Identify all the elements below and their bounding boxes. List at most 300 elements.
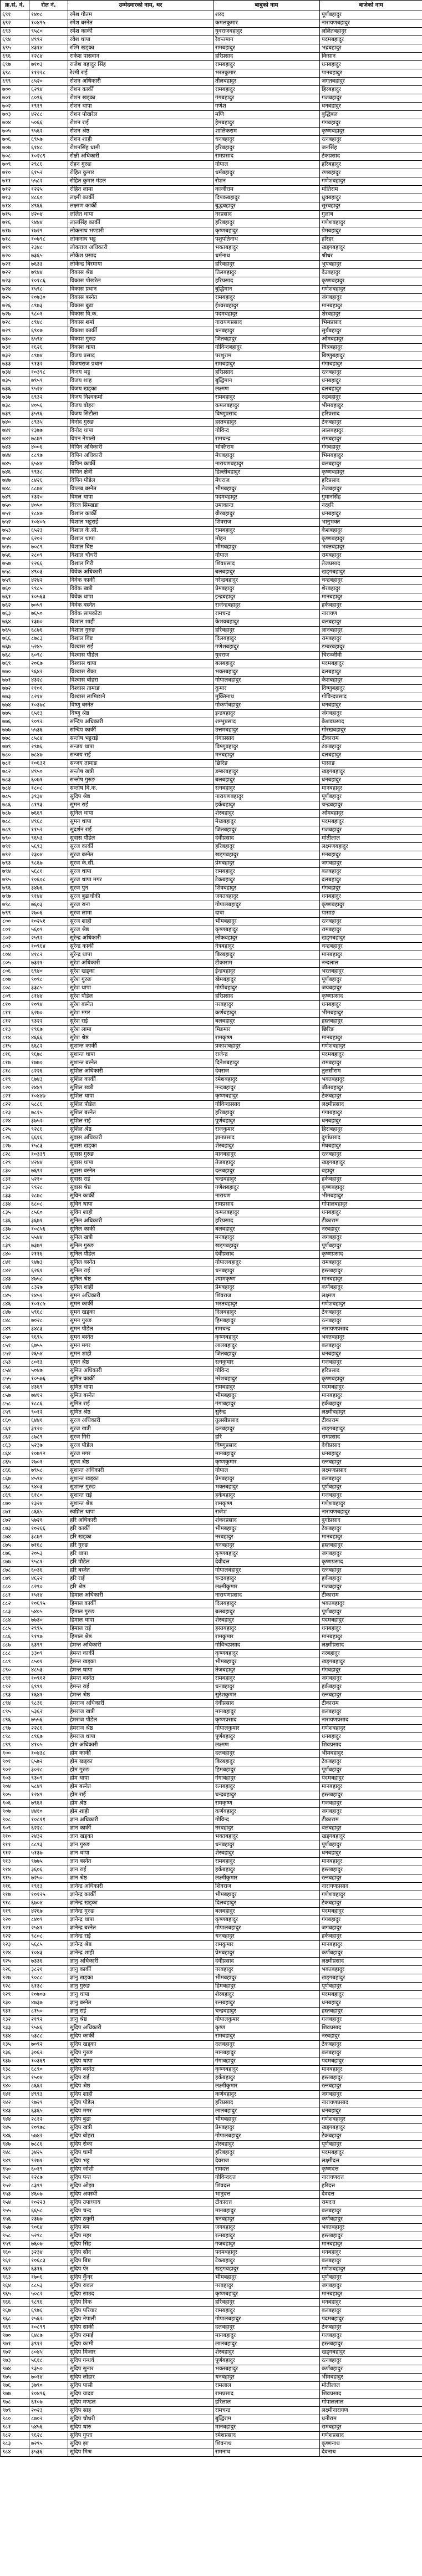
roll-number-cell: ९०६४ xyxy=(29,2224,68,2232)
candidate-name-cell: विशाल थापा xyxy=(68,535,213,543)
candidate-name-cell: सुदिप खड्का xyxy=(68,2041,213,2049)
father-name-cell: मानबहादुर xyxy=(213,1450,320,1459)
table-row xyxy=(1,2057,422,2066)
roll-number-cell: १०६९५ xyxy=(29,1600,68,1608)
grandfather-name-cell: टेकबहादुर xyxy=(320,2041,422,2049)
roll-number-cell: २३०४ xyxy=(29,851,68,860)
roll-number-cell: १०७९२ xyxy=(29,1450,68,1459)
candidate-name-cell: विजयराज प्रधान xyxy=(68,360,213,369)
candidate-name-cell: हेमराज थापा xyxy=(68,1733,213,1741)
candidate-name-cell: रमेश गौतम xyxy=(68,11,213,19)
roll-number-cell: ९३०९ xyxy=(29,1775,68,1783)
table-row xyxy=(1,44,422,53)
table-row xyxy=(1,1242,422,1251)
serial-cell: ८७० xyxy=(1,1500,29,1508)
table-row xyxy=(1,2074,422,2082)
table-row xyxy=(1,2182,422,2191)
roll-number-cell: ६५७२ xyxy=(29,1758,68,1766)
candidate-name-cell: सुदिप रोका xyxy=(68,2141,213,2149)
roll-number-cell: ६५१३ xyxy=(29,710,68,718)
table-row xyxy=(1,934,422,943)
father-name-cell: रामबहादुर xyxy=(213,1858,320,1866)
roll-number-cell: १०४४७ xyxy=(29,1093,68,1101)
father-name-cell: टेकबहादुर xyxy=(213,876,320,885)
table-row xyxy=(1,11,422,19)
serial-cell: ७६५ xyxy=(1,627,29,635)
grandfather-name-cell: मोतिराम xyxy=(320,186,422,194)
father-name-cell: गोपालबहादुर xyxy=(213,1924,320,1933)
table-row xyxy=(1,1700,422,1708)
candidate-name-cell: सुरेश अधिकारी xyxy=(68,959,213,968)
father-name-cell: दिनेशबहादुर xyxy=(213,1059,320,1068)
serial-cell: ७४५ xyxy=(1,460,29,469)
candidate-name-cell: सुदिप ठकुरी xyxy=(68,2216,213,2224)
serial-cell: ७५६ xyxy=(1,552,29,560)
father-name-cell: रामबहादुर xyxy=(213,868,320,876)
grandfather-name-cell: गणेशबहादुर xyxy=(320,286,422,294)
roll-number-cell: ९०८८ xyxy=(29,1974,68,1983)
roll-number-cell: ६८७६ xyxy=(29,627,68,635)
father-name-cell: हरिप्रसाद xyxy=(213,369,320,377)
father-name-cell: डम्बरबहादुर xyxy=(213,768,320,776)
grandfather-name-cell: हस्तबहादुर xyxy=(320,1866,422,1874)
father-name-cell: दिलबहादुर xyxy=(213,1309,320,1317)
candidate-name-cell: ज्ञानेन्द्र कार्की xyxy=(68,1891,213,1899)
roll-number-cell: ६६८२ xyxy=(29,1043,68,1051)
roll-number-cell: ९३५० xyxy=(29,2365,68,2374)
grandfather-name-cell: मानबहादुर xyxy=(320,2066,422,2074)
father-name-cell: रामकुमार xyxy=(213,1633,320,1642)
grandfather-name-cell: लक्ष्मीनारायण xyxy=(320,2407,422,2415)
father-name-cell: देवीप्रसाद xyxy=(213,1251,320,1259)
father-name-cell: राजेन्द्र xyxy=(213,1051,320,1059)
candidate-name-cell: विवेक बस्नेत xyxy=(68,602,213,610)
serial-cell: ९३३ xyxy=(1,2024,29,2033)
candidate-name-cell: विकास श्रेष्ठ xyxy=(68,269,213,277)
serial-cell: ७४२ xyxy=(1,435,29,444)
grandfather-name-cell: गजबहादुर xyxy=(320,94,422,103)
roll-number-cell: ६९५७ xyxy=(29,136,68,144)
grandfather-name-cell: हरिबहादुर xyxy=(320,161,422,169)
father-name-cell: लक्ष्मीकुमार xyxy=(213,1583,320,1592)
grandfather-name-cell: हस्तबहादुर xyxy=(320,2074,422,2082)
grandfather-name-cell: धनबहादुर xyxy=(320,1209,422,1217)
table-row xyxy=(1,394,422,402)
grandfather-name-cell: रामप्रसाद xyxy=(320,1434,422,1442)
grandfather-name-cell: तुलसीराम xyxy=(320,1068,422,1076)
candidate-name-cell: विपिन क्षेत्री xyxy=(68,469,213,477)
candidate-name-cell: सुरेश थापा xyxy=(68,984,213,993)
grandfather-name-cell: मानबहादुर xyxy=(320,1783,422,1791)
table-row xyxy=(1,943,422,951)
candidate-name-cell: रोशन श्रेष्ठ xyxy=(68,128,213,136)
serial-cell: ७०४ xyxy=(1,119,29,128)
father-name-cell: नन्दबहादुर xyxy=(213,1084,320,1093)
roll-number-cell: ४६६६ xyxy=(29,1034,68,1043)
serial-cell: ८४० xyxy=(1,1251,29,1259)
roll-number-cell: ६१४८ xyxy=(29,144,68,153)
candidate-name-cell: विशाल चौधरी xyxy=(68,552,213,560)
father-name-cell: गोपालकुमार xyxy=(213,1725,320,1733)
candidate-name-cell: सुदिप रावल xyxy=(68,2282,213,2290)
grandfather-name-cell: शिवप्रसाद xyxy=(320,2390,422,2399)
roll-number-cell: १०२८९ xyxy=(29,153,68,161)
candidate-name-cell: विपिन अधिकारी xyxy=(68,444,213,452)
serial-cell: ९४८ xyxy=(1,2149,29,2157)
serial-cell: ९३० xyxy=(1,1999,29,2008)
father-name-cell: कृष्णबहादुर xyxy=(213,926,320,934)
grandfather-name-cell: धनबहादुर xyxy=(320,2299,422,2307)
roll-number-cell: ५३६२ xyxy=(29,1708,68,1716)
serial-cell: ८७७ xyxy=(1,1558,29,1567)
roll-number-cell: २४४९ xyxy=(29,1084,68,1093)
candidate-name-cell: विशाल विष्ट xyxy=(68,635,213,643)
candidate-name-cell: विवेक थापा xyxy=(68,593,213,602)
candidate-name-cell: विशाल शाही xyxy=(68,618,213,627)
table-row xyxy=(1,918,422,926)
father-name-cell: कृष्णप्रसाद xyxy=(213,1716,320,1725)
grandfather-name-cell: बलबहादुर xyxy=(320,2049,422,2057)
roll-number-cell: ३९१२ xyxy=(29,2340,68,2349)
grandfather-name-cell: जगबहादुर xyxy=(320,2282,422,2290)
table-row xyxy=(1,1467,422,1475)
grandfather-name-cell: पासाङ xyxy=(320,760,422,768)
serial-cell: ८८७ xyxy=(1,1642,29,1650)
father-name-cell: रामबहादुर xyxy=(213,294,320,302)
roll-number-cell: ५६१८ xyxy=(29,2357,68,2365)
candidate-name-cell: सुमित थापा xyxy=(68,1384,213,1392)
roll-number-cell: ११०१ xyxy=(29,685,68,693)
serial-cell: ८७५ xyxy=(1,1542,29,1550)
serial-cell: ७८२ xyxy=(1,768,29,776)
candidate-name-cell: विवेक कार्की xyxy=(68,577,213,585)
father-name-cell: बलबहादुर xyxy=(213,1018,320,1026)
roll-number-cell: ४९९३ xyxy=(29,2091,68,2099)
father-name-cell: रेवन्तमान xyxy=(213,36,320,44)
table-row xyxy=(1,1825,422,1833)
grandfather-name-cell: श्रीधर xyxy=(320,252,422,261)
father-name-cell: मानबहादुर xyxy=(213,2049,320,2057)
table-row xyxy=(1,726,422,735)
candidate-name-cell: ज्ञानेन्द्र बस्नेत xyxy=(68,1924,213,1933)
table-row xyxy=(1,1941,422,1949)
grandfather-name-cell: ओमबहादुर xyxy=(320,336,422,344)
roll-number-cell: ८८९७ xyxy=(29,452,68,460)
serial-cell: ८४५ xyxy=(1,1292,29,1300)
grandfather-name-cell: मनबहादुर xyxy=(320,851,422,860)
table-row xyxy=(1,652,422,660)
grandfather-name-cell: हस्तबहादुर xyxy=(320,1267,422,1276)
serial-cell: ८३४ xyxy=(1,1201,29,1209)
roll-number-cell: ८९७३ xyxy=(29,302,68,311)
grandfather-name-cell: पदमबहादुर xyxy=(320,1051,422,1059)
father-name-cell: पदमबहादुर xyxy=(213,494,320,502)
candidate-name-cell: सुदिप चौधरी xyxy=(68,2415,213,2423)
father-name-cell: रमेशबहादुर xyxy=(213,1076,320,1084)
grandfather-name-cell: गोविन्दप्रसाद xyxy=(320,693,422,702)
serial-cell: ९११ xyxy=(1,1841,29,1850)
serial-cell: ९२२ xyxy=(1,1933,29,1941)
candidate-name-cell: सुवास अधिकारी xyxy=(68,1134,213,1142)
grandfather-name-cell: सुरबहादुर xyxy=(320,202,422,211)
candidate-name-cell: विशाल बिष्ट xyxy=(68,543,213,552)
serial-cell: ७५४ xyxy=(1,535,29,543)
serial-cell: ८२९ xyxy=(1,1159,29,1167)
grandfather-name-cell: डम्बरबहादुर xyxy=(320,643,422,652)
table-row xyxy=(1,1259,422,1267)
roll-number-cell: ४७३७ xyxy=(29,1999,68,2008)
grandfather-name-cell: गंगबहादुर xyxy=(320,1916,422,1924)
table-row xyxy=(1,1134,422,1142)
father-name-cell: हरिबहादुर xyxy=(213,219,320,227)
grandfather-name-cell: चन्द्रबहादुर xyxy=(320,801,422,810)
grandfather-name-cell: पूर्णबहादुर xyxy=(320,1766,422,1775)
grandfather-name-cell: लालबहादुर xyxy=(320,427,422,435)
serial-cell: ९७३ xyxy=(1,2357,29,2365)
grandfather-name-cell: लक्ष्मणप्रसाद xyxy=(320,1467,422,1475)
roll-number-cell: ८५०१ xyxy=(29,1658,68,1666)
candidate-name-cell: हेमराज अधिकारी xyxy=(68,1700,213,1708)
table-row xyxy=(1,835,422,843)
table-row xyxy=(1,460,422,469)
grandfather-name-cell: हरिप्रसाद xyxy=(320,1367,422,1375)
roll-number-cell: १२८४ xyxy=(29,53,68,61)
serial-cell: ७२९ xyxy=(1,327,29,336)
table-row xyxy=(1,2332,422,2340)
candidate-name-cell: होम शाही xyxy=(68,1808,213,1816)
father-name-cell: हर्कबहादुर xyxy=(213,1866,320,1874)
table-row xyxy=(1,1958,422,1966)
serial-cell: ९८२ xyxy=(1,2432,29,2440)
serial-cell: ७९८ xyxy=(1,901,29,910)
candidate-name-cell: ज्ञानेन्द्र अधिकारी xyxy=(68,1883,213,1891)
serial-cell: ७०८ xyxy=(1,153,29,161)
table-row xyxy=(1,1425,422,1434)
table-row xyxy=(1,1059,422,1068)
grandfather-name-cell: नारायणप्रसाद xyxy=(320,1325,422,1334)
father-name-cell: गोपालबहादुर xyxy=(213,901,320,910)
roll-number-cell: ५०४७ xyxy=(29,1367,68,1375)
table-row xyxy=(1,2157,422,2166)
table-row xyxy=(1,519,422,527)
roll-number-cell: १०३३९ xyxy=(29,1151,68,1159)
grandfather-name-cell: चन्द्रबहादुर xyxy=(320,943,422,951)
grandfather-name-cell: मानबहादुर xyxy=(320,1633,422,1642)
roll-number-cell: १०४३८ xyxy=(29,1750,68,1758)
roll-number-cell: १४०८ xyxy=(29,11,68,19)
serial-cell: ७१९ xyxy=(1,244,29,252)
table-row xyxy=(1,36,422,44)
table-row xyxy=(1,377,422,385)
father-name-cell: भीमबहादुर xyxy=(213,1891,320,1899)
candidate-name-cell: विजय भट्ट xyxy=(68,369,213,377)
table-row xyxy=(1,1625,422,1633)
serial-cell: ७४४ xyxy=(1,452,29,460)
grandfather-name-cell: ओमबहादुर xyxy=(320,810,422,818)
serial-cell: ७१२ xyxy=(1,186,29,194)
grandfather-name-cell: बलबहादुर xyxy=(320,618,422,627)
roll-number-cell: ६९९१ xyxy=(29,1683,68,1691)
candidate-name-cell: सुदिप लोहार xyxy=(68,2374,213,2382)
candidate-name-cell: विवेक अधिकारी xyxy=(68,568,213,577)
roll-number-cell: ४३२८ xyxy=(29,677,68,685)
table-row xyxy=(1,311,422,319)
table-row xyxy=(1,743,422,751)
roll-number-cell: ९४०३ xyxy=(29,1483,68,1492)
grandfather-name-cell: पूर्णबहादुर xyxy=(320,793,422,801)
serial-cell: ९२१ xyxy=(1,1924,29,1933)
roll-number-cell: ६६५८ xyxy=(29,2207,68,2216)
serial-cell: ८७९ xyxy=(1,1575,29,1583)
roll-number-cell: ४९६८ xyxy=(29,818,68,826)
candidate-name-cell: रोशनसिंह धामी xyxy=(68,144,213,153)
roll-number-cell: १३२४ xyxy=(29,1500,68,1508)
candidate-name-cell: सुनिल राई xyxy=(68,1267,213,1276)
grandfather-name-cell: धनबहादुर xyxy=(320,893,422,901)
table-row xyxy=(1,560,422,568)
candidate-name-cell: हेमन्त खड्का xyxy=(68,1658,213,1666)
roll-number-cell: ४१८२ xyxy=(29,951,68,959)
grandfather-name-cell: भक्तबहादुर xyxy=(320,1600,422,1608)
candidate-name-cell: सुदिप उपाध्याय xyxy=(68,2199,213,2207)
roll-number-cell: १६४१ xyxy=(29,1691,68,1700)
grandfather-name-cell: भीमबहादुर xyxy=(320,1192,422,1201)
roll-number-cell: ४६०७ xyxy=(29,2191,68,2199)
father-name-cell: शिवराज xyxy=(213,1883,320,1891)
serial-cell: ७०० xyxy=(1,86,29,94)
grandfather-name-cell: भीमबहादुर xyxy=(320,1009,422,1018)
grandfather-name-cell: धनबहादुर xyxy=(320,377,422,385)
father-name-cell: विष्णुबहादुर xyxy=(213,743,320,751)
candidate-name-cell: सुनिल पौडेल xyxy=(68,1251,213,1259)
serial-cell: ९७४ xyxy=(1,2365,29,2374)
header-candidate-name: उम्मेदवारको नाम, थर xyxy=(68,1,213,11)
grandfather-name-cell: दलबहादुर xyxy=(320,876,422,885)
grandfather-name-cell: दलबहादुर xyxy=(320,385,422,394)
roll-number-cell: ५२३७ xyxy=(29,1442,68,1450)
father-name-cell: प्रेमबहादुर xyxy=(213,1475,320,1483)
serial-cell: ८९५ xyxy=(1,1708,29,1716)
father-name-cell: रामबहादुर xyxy=(213,44,320,53)
table-row xyxy=(1,1309,422,1317)
serial-cell: ७५७ xyxy=(1,560,29,568)
father-name-cell: पशुपतिनाथ xyxy=(213,236,320,244)
table-row xyxy=(1,577,422,585)
serial-cell: ७८१ xyxy=(1,760,29,768)
roll-number-cell: ३४८३ xyxy=(29,1325,68,1334)
father-name-cell: रमेशप्रसाद xyxy=(213,2432,320,2440)
father-name-cell: कृष्णबहादुर xyxy=(213,2066,320,2074)
candidate-name-cell: सुमन थापा xyxy=(68,818,213,826)
roll-number-cell: ६९४० xyxy=(29,968,68,976)
table-row xyxy=(1,702,422,710)
roll-number-cell: ३६७१ xyxy=(29,1217,68,1226)
candidate-name-cell: सुनिल बस्नेत xyxy=(68,1259,213,1267)
roll-number-cell: १२६६ xyxy=(29,560,68,568)
grandfather-name-cell: शेरबहादुर xyxy=(320,311,422,319)
serial-cell: ८९८ xyxy=(1,1733,29,1741)
roll-number-cell: ४२०४ xyxy=(29,211,68,219)
candidate-name-cell: रमेश कार्की xyxy=(68,28,213,36)
candidate-name-cell: होम श्रेष्ठ xyxy=(68,1800,213,1808)
father-name-cell: हरिप्रसाद xyxy=(213,2099,320,2107)
roll-number-cell: ७२९५ xyxy=(29,2440,68,2448)
grandfather-name-cell: पदमबहादुर xyxy=(320,1991,422,1999)
candidate-name-cell: सुशान्त श्रेष्ठ xyxy=(68,1500,213,1508)
father-name-cell: कमलकुमार xyxy=(213,19,320,28)
candidate-name-cell: हरि पौडेल xyxy=(68,1558,213,1567)
serial-cell: ८२० xyxy=(1,1084,29,1093)
candidate-name-cell: सुमित राई xyxy=(68,1400,213,1409)
table-row xyxy=(1,984,422,993)
grandfather-name-cell: जंगबहादुर xyxy=(320,294,422,302)
grandfather-name-cell: गंगबहादुर xyxy=(320,885,422,893)
father-name-cell: रामकुमार xyxy=(213,1941,320,1949)
grandfather-name-cell: हस्तबहादुर xyxy=(320,1018,422,1026)
roll-number-cell: २११६ xyxy=(29,1251,68,1259)
serial-cell: ९१२ xyxy=(1,1850,29,1858)
father-name-cell: केशवबहादुर xyxy=(213,618,320,627)
table-row xyxy=(1,2166,422,2174)
candidate-name-cell: सुवास खड्का xyxy=(68,1142,213,1151)
roll-number-cell: ९८६७ xyxy=(29,860,68,868)
table-row xyxy=(1,2141,422,2149)
candidate-name-cell: सुमन राई xyxy=(68,801,213,810)
grandfather-name-cell: गंगबहादुर xyxy=(320,444,422,452)
candidate-name-cell: विश्वास लामिछाने xyxy=(68,693,213,702)
father-name-cell: भक्तबहादुर xyxy=(213,1483,320,1492)
roll-number-cell: १२८७ xyxy=(29,2174,68,2182)
father-name-cell: गोपालबहादुर xyxy=(213,2315,320,2324)
father-name-cell: गोविन्दप्रसाद xyxy=(213,1101,320,1109)
table-row xyxy=(1,2016,422,2024)
grandfather-name-cell: भीमबहादुर xyxy=(320,2374,422,2382)
table-row xyxy=(1,1226,422,1234)
table-row xyxy=(1,1791,422,1800)
table-row xyxy=(1,2365,422,2374)
serial-cell: ७९४ xyxy=(1,868,29,876)
candidate-name-cell: विरज सिम्खडा xyxy=(68,502,213,510)
table-row xyxy=(1,768,422,776)
father-name-cell: राजेश xyxy=(213,1508,320,1517)
father-name-cell: गोकर्णबहादुर xyxy=(213,702,320,710)
roll-number-cell: १०६०८ xyxy=(29,876,68,885)
candidate-name-cell: विकास प्रधान xyxy=(68,286,213,294)
table-row xyxy=(1,1608,422,1617)
table-row xyxy=(1,419,422,427)
candidate-name-cell: ज्ञानु बस्नेत xyxy=(68,1999,213,2008)
roll-number-cell: ६२२८ xyxy=(29,1825,68,1833)
roll-number-cell: ९५२४ xyxy=(29,385,68,394)
grandfather-name-cell: हरिप्रसाद xyxy=(320,477,422,485)
table-row xyxy=(1,53,422,61)
grandfather-name-cell: नारायण xyxy=(320,610,422,618)
candidate-name-cell: ज्ञान अधिकारी xyxy=(68,1816,213,1825)
table-row xyxy=(1,635,422,643)
father-name-cell: गोविन्दप्रसाद xyxy=(213,1642,320,1650)
grandfather-name-cell: टेकबहादुर xyxy=(320,1525,422,1533)
table-row xyxy=(1,1117,422,1126)
table-row xyxy=(1,327,422,336)
roll-number-cell: ५९६८ xyxy=(29,1309,68,1317)
serial-cell: ९५५ xyxy=(1,2207,29,2216)
table-row xyxy=(1,477,422,485)
grandfather-name-cell: मानबहादुर xyxy=(320,2240,422,2249)
candidate-name-cell: ज्ञान राई xyxy=(68,1866,213,1874)
candidate-name-cell: हिमाल श्रेष्ठ xyxy=(68,1633,213,1642)
candidate-name-cell: सुमन खड्का xyxy=(68,1309,213,1317)
candidate-name-cell: ज्ञान खड्का xyxy=(68,1833,213,1841)
